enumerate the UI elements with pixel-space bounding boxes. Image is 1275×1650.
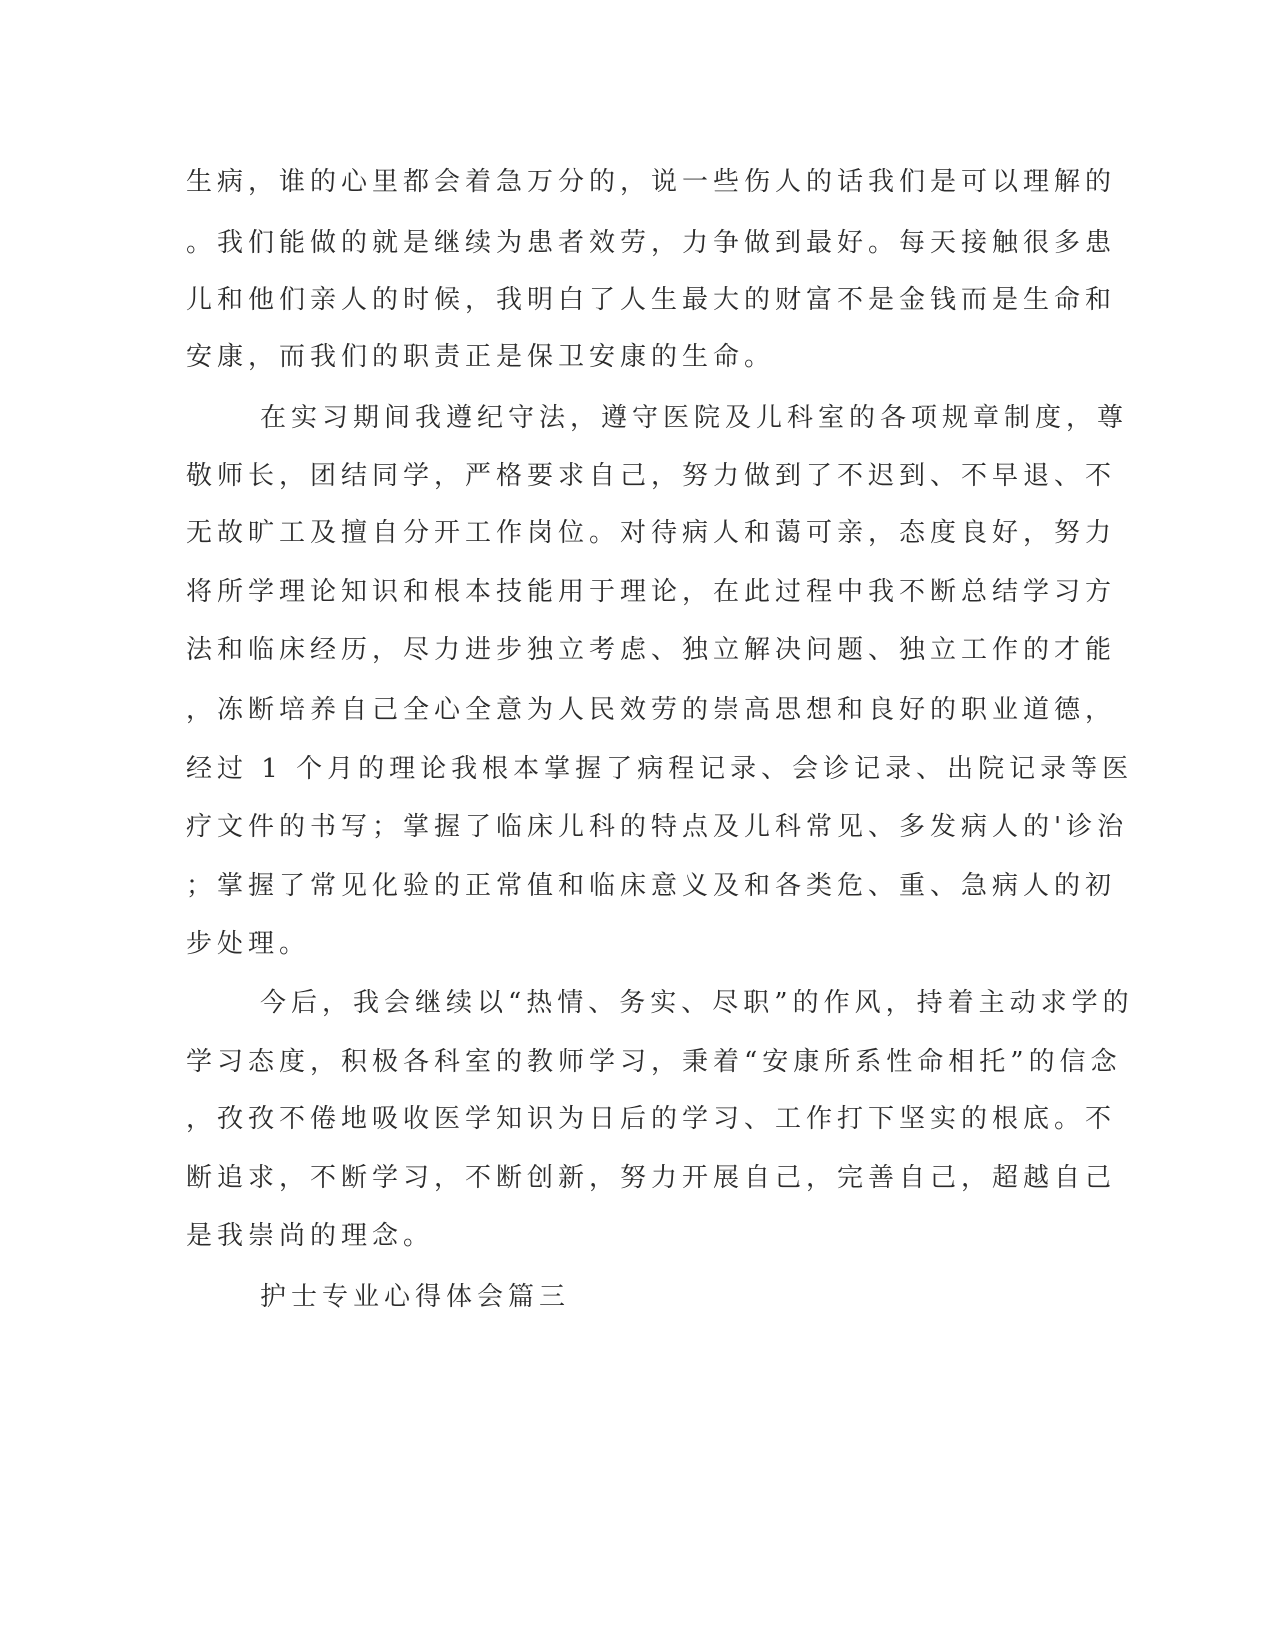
- paragraph-line: 今后，我会继续以“热情、务实、尽职”的作风，持着主动求学的: [260, 988, 1134, 1018]
- paragraph-line: ，冻断培养自己全心全意为人民效劳的崇高思想和良好的职业道德，: [186, 695, 1117, 725]
- paragraph-line: 生病，谁的心里都会着急万分的，说一些伤人的话我们是可以理解的: [186, 167, 1117, 197]
- paragraph-line: 在实习期间我遵纪守法，遵守医院及儿科室的各项规章制度，尊: [260, 403, 1129, 433]
- paragraph-line: ，孜孜不倦地吸收医学知识为日后的学习、工作打下坚实的根底。不: [186, 1104, 1117, 1134]
- paragraph-line: 法和临床经历，尽力进步独立考虑、独立解决问题、独立工作的才能: [186, 635, 1117, 665]
- paragraph-line: 疗文件的书写；掌握了临床儿科的特点及儿科常见、多发病人的'诊治: [186, 812, 1129, 842]
- paragraph-line: 敬师长，团结同学，严格要求自己，努力做到了不迟到、不早退、不: [186, 461, 1117, 491]
- paragraph-line: ；掌握了常见化验的正常值和临床意义及和各类危、重、急病人的初: [186, 871, 1117, 901]
- paragraph-line: 。我们能做的就是继续为患者效劳，力争做到最好。每天接触很多患: [186, 228, 1117, 258]
- paragraph-line: 步处理。: [186, 929, 311, 959]
- paragraph-line: 儿和他们亲人的时候，我明白了人生最大的财富不是金钱而是生命和: [186, 285, 1117, 315]
- paragraph-line: 是我崇尚的理念。: [186, 1221, 435, 1251]
- paragraph-line: 无故旷工及擅自分开工作岗位。对待病人和蔼可亲，态度良好，努力: [186, 518, 1117, 548]
- paragraph-line: 学习态度，积极各科室的教师学习，秉着“安康所系性命相托”的信念: [186, 1047, 1122, 1077]
- paragraph-line: 经过 1 个月的理论我根本掌握了病程记录、会诊记录、出院记录等医: [186, 754, 1134, 784]
- paragraph-line: 断追求，不断学习，不断创新，努力开展自己，完善自己，超越自己: [186, 1163, 1117, 1193]
- section-heading: 护士专业心得体会篇三: [260, 1282, 571, 1312]
- paragraph-line: 将所学理论知识和根本技能用于理论，在此过程中我不断总结学习方: [186, 577, 1117, 607]
- paragraph-line: 安康，而我们的职责正是保卫安康的生命。: [186, 342, 776, 372]
